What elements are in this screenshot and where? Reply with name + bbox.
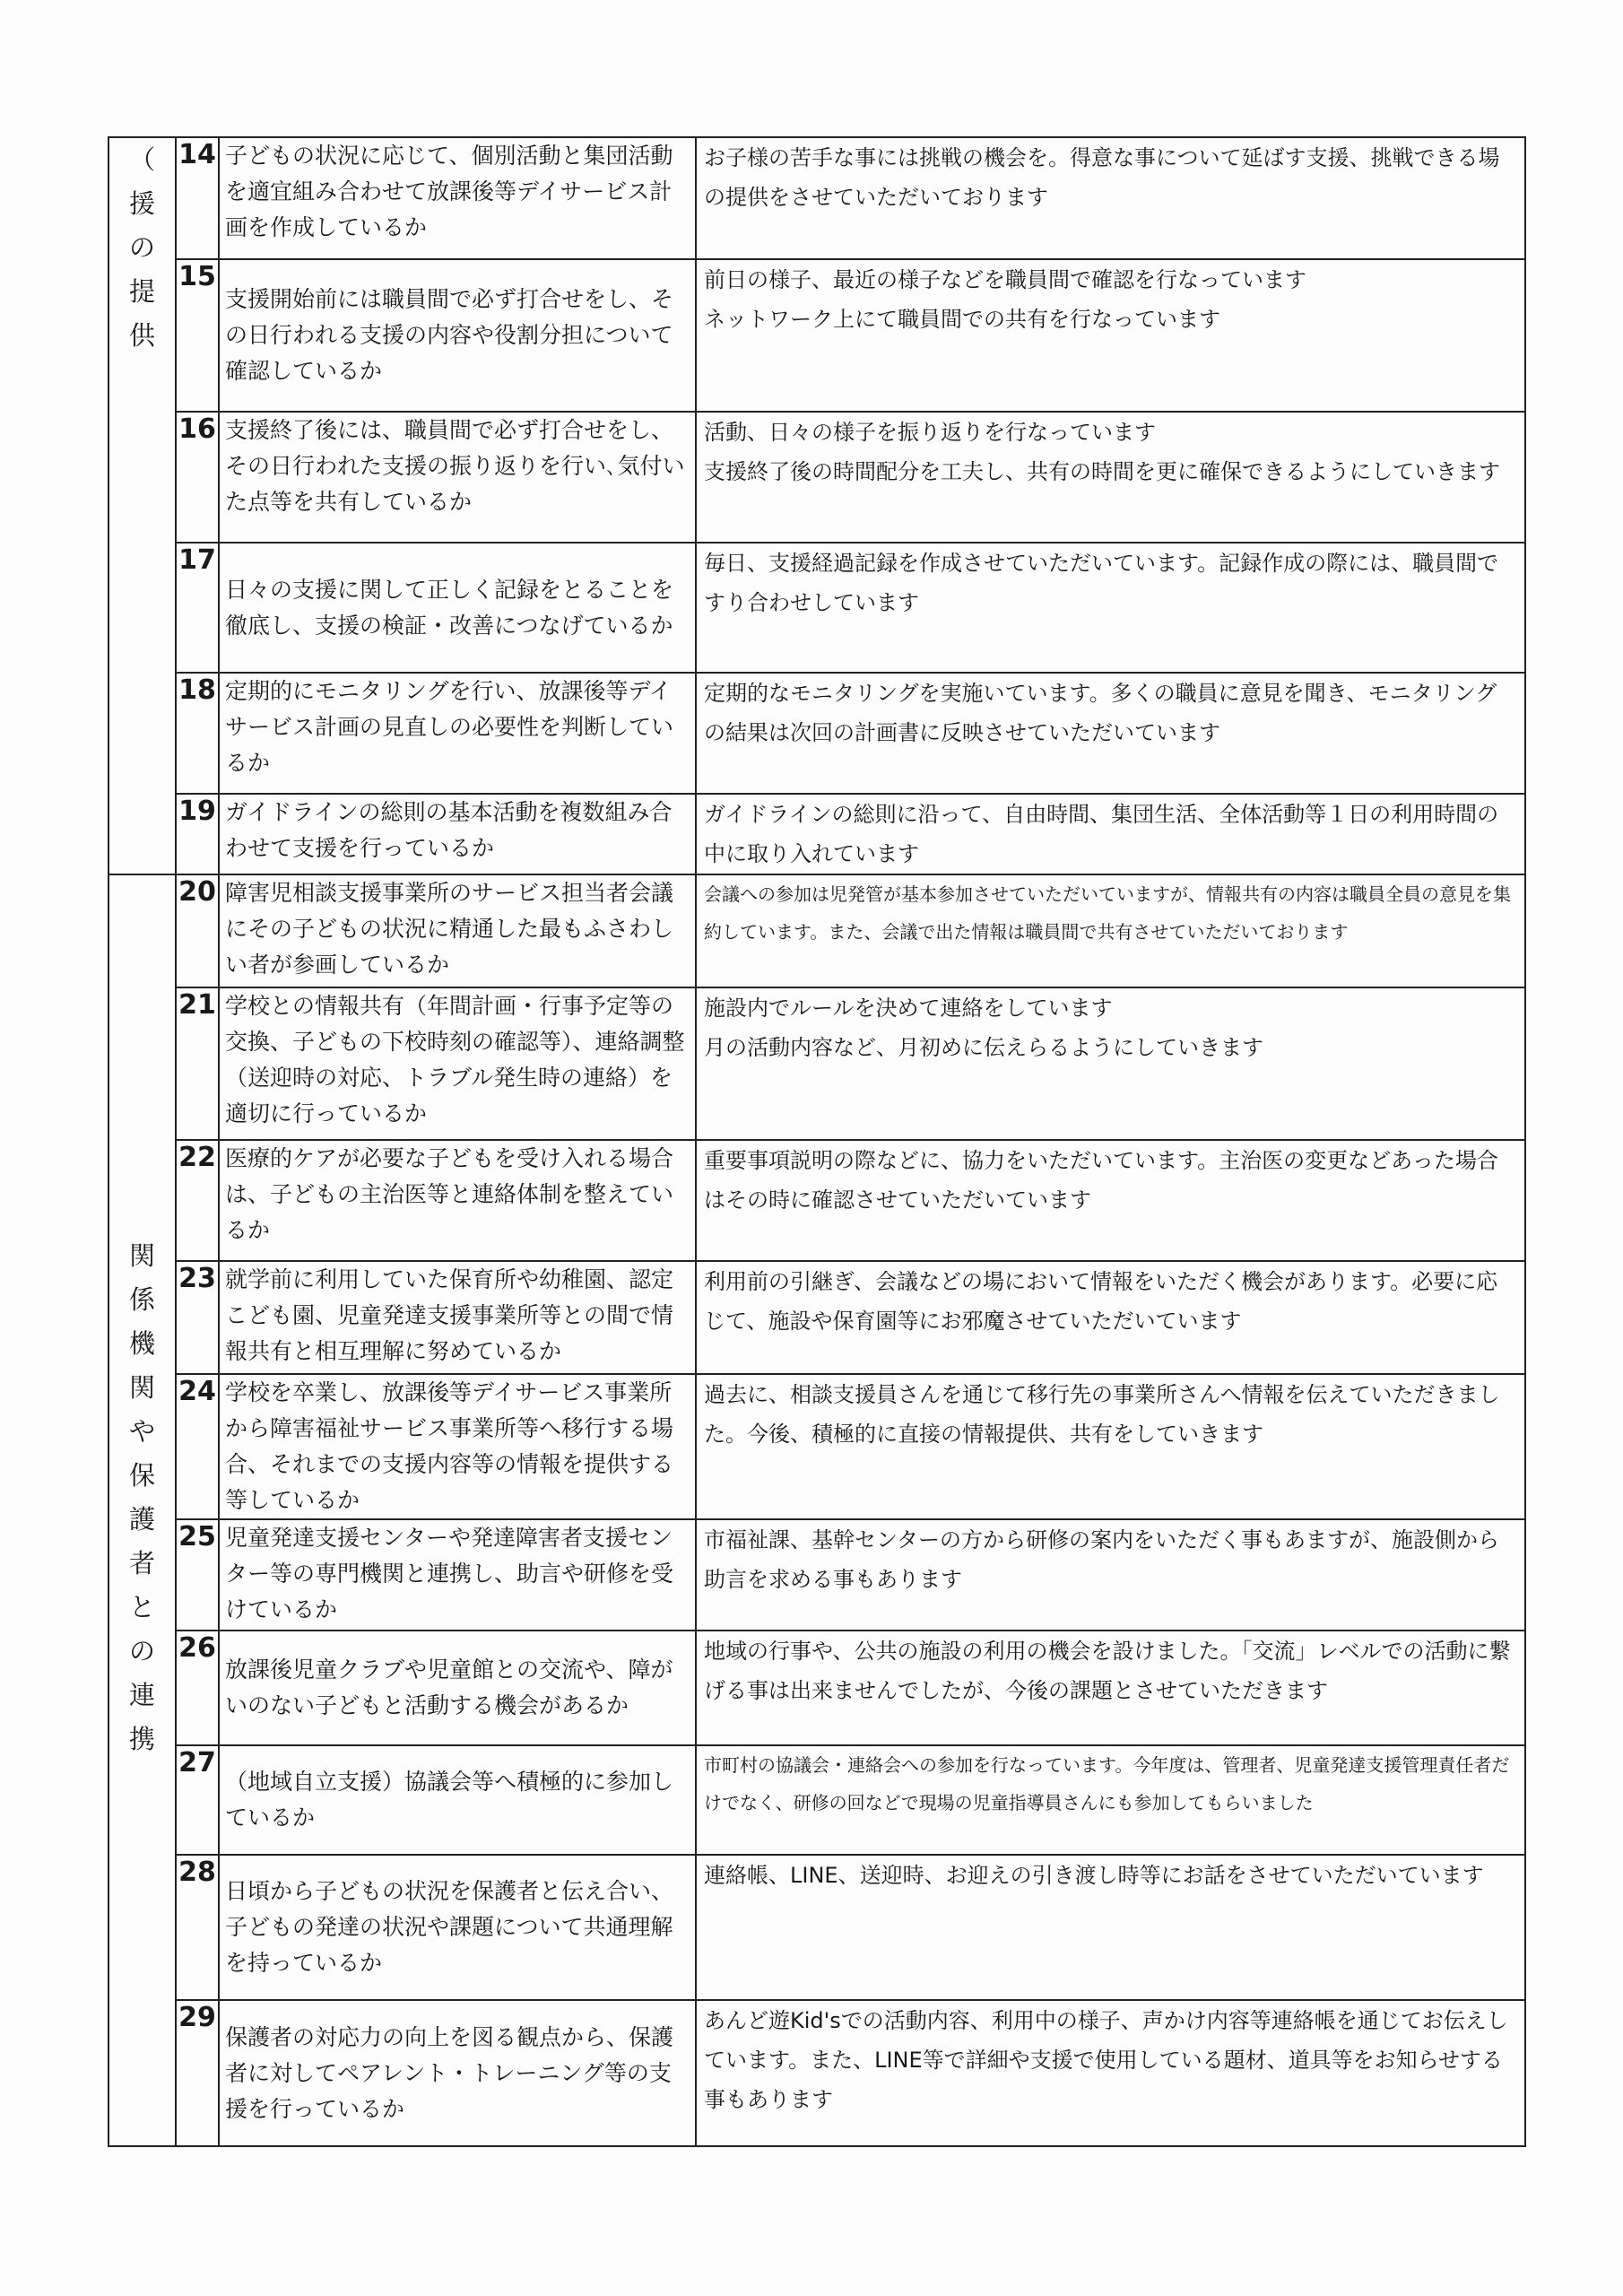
answer-text: 前日の様子、最近の様子などを職員間で確認を行なっています ネットワーク上にて職員間での共有を行なっています [696, 259, 1525, 412]
item-number: 22 [176, 1140, 219, 1261]
table-row [108, 1631, 1525, 1745]
item-text: 児童発達支援センターや発達障害者支援センター等の専門機関と連携し、助言や研修を受けているか [219, 1519, 696, 1631]
item-text: 障害児相談支援事業所のサービス担当者会議にその子どもの状況に精通した最もふさわしい者が参画しているか [219, 874, 696, 987]
item-number: 29 [176, 2000, 219, 2146]
answer-text: 過去に、相談支援員さんを通じて移行先の事業所さんへ情報を伝えていただきました。今後、積極的に直接の情報提供、共有をしていきます [696, 1374, 1525, 1519]
category-char: 保 [128, 1460, 155, 1491]
category-char: や [128, 1416, 155, 1447]
table-row [108, 987, 1525, 1140]
item-number: 23 [176, 1261, 219, 1374]
category-char: 携 [128, 1724, 155, 1754]
item-number: 20 [176, 874, 219, 987]
category-char: （ [128, 144, 155, 175]
answer-text: 市福祉課、基幹センターの方から研修の案内をいただく事もあますが、施設側から助言を求める事もあります [696, 1519, 1525, 1631]
category-char: 関 [128, 1372, 155, 1403]
item-text: 日頃から子どもの状況を保護者と伝え合い、子どもの発達の状況や課題について共通理解を持っているか [219, 1855, 696, 2000]
category-char: 機 [128, 1328, 155, 1359]
category-cooperation [108, 874, 176, 2146]
table-row [108, 874, 1525, 987]
category-support [108, 137, 176, 874]
item-text: 定期的にモニタリングを行い、放課後等デイサービス計画の見直しの必要性を判断しているか [219, 673, 696, 794]
item-number: 21 [176, 987, 219, 1140]
answer-text: 連絡帳、LINE、送迎時、お迎えの引き渡し時等にお話をさせていただいています [696, 1855, 1525, 2000]
table-row [108, 794, 1525, 874]
table-row [108, 1140, 1525, 1261]
answer-text: 毎日、支援経過記録を作成させていただいています。記録作成の際には、職員間ですり合わせしています [696, 543, 1525, 673]
item-number: 25 [176, 1519, 219, 1631]
category-char: 関 [128, 1240, 155, 1271]
table-row [108, 1261, 1525, 1374]
answer-text: お子様の苦手な事には挑戦の機会を。得意な事について延ばす支援、挑戦できる場の提供をさせていただいております [696, 137, 1525, 259]
item-text: 放課後児童クラブや児童館との交流や、障がいのない子どもと活動する機会があるか [219, 1631, 696, 1745]
answer-text: 施設内でルールを決めて連絡をしています 月の活動内容など、月初めに伝えらるようにしていきます [696, 987, 1525, 1140]
answer-text: 定期的なモニタリングを実施いています。多くの職員に意見を聞き、モニタリングの結果は次回の計画書に反映させていただいています [696, 673, 1525, 794]
item-number: 18 [176, 673, 219, 794]
category-char: の [128, 232, 155, 263]
category-char: 提 [128, 276, 155, 307]
table-row [108, 412, 1525, 543]
category-char: 係 [128, 1284, 155, 1315]
item-number: 14 [176, 137, 219, 259]
category-char: 護 [128, 1504, 155, 1535]
table-row [108, 1374, 1525, 1519]
table-row [108, 1855, 1525, 2000]
item-text: 学校との情報共有（年間計画・行事予定等の交換、子どもの下校時刻の確認等）、連絡調整（送迎時の対応、トラブル発生時の連絡）を適切に行っているか [219, 987, 696, 1140]
item-number: 24 [176, 1374, 219, 1519]
table-row [108, 1745, 1525, 1855]
item-number: 26 [176, 1631, 219, 1745]
table-row [108, 2000, 1525, 2146]
item-number: 28 [176, 1855, 219, 2000]
table-row [108, 259, 1525, 412]
item-number: 15 [176, 259, 219, 412]
category-char: の [128, 1636, 155, 1666]
answer-text: 利用前の引継ぎ、会議などの場において情報をいただく機会があります。必要に応じて、施設や保育園等にお邪魔させていただいています [696, 1261, 1525, 1374]
item-number: 16 [176, 412, 219, 543]
table-row [108, 137, 1525, 259]
answer-text: 重要事項説明の際などに、協力をいただいています。主治医の変更などあった場合はその時に確認させていただいています [696, 1140, 1525, 1261]
item-text: 子どもの状況に応じて、個別活動と集団活動を適宜組み合わせて放課後等デイサービス計画を作成しているか [219, 137, 696, 259]
item-text: 支援開始前には職員間で必ず打合せをし、その日行われる支援の内容や役割分担について確認しているか [219, 259, 696, 412]
category-char: と [128, 1592, 155, 1622]
evaluation-table [108, 136, 1526, 2147]
item-text: 日々の支援に関して正しく記録をとることを徹底し、支援の検証・改善につなげているか [219, 543, 696, 673]
answer-text: 会議への参加は児発管が基本参加させていただいていますが、情報共有の内容は職員全員の意見を集約しています。また、会議で出た情報は職員間で共有させていただいております [696, 874, 1525, 987]
table-row [108, 1519, 1525, 1631]
item-text: 支援終了後には、職員間で必ず打合せをし、その日行われた支援の振り返りを行い､気付いた点等を共有しているか [219, 412, 696, 543]
category-char: 援 [128, 188, 155, 219]
category-char: 供 [128, 320, 155, 351]
item-text: 学校を卒業し、放課後等デイサービス事業所から障害福祉サービス事業所等へ移行する場合、それまでの支援内容等の情報を提供する等しているか [219, 1374, 696, 1519]
answer-text: あんど遊Kid'sでの活動内容、利用中の様子、声かけ内容等連絡帳を通じてお伝えしています。また、LINE等で詳細や支援で使用している題材、道具等をお知らせする事もあります [696, 2000, 1525, 2146]
answer-text: 市町村の協議会・連絡会への参加を行なっています。今年度は、管理者、児童発達支援管理責任者だけでなく、研修の回などで現場の児童指導員さんにも参加してもらいました [696, 1745, 1525, 1855]
category-char: 連 [128, 1680, 155, 1710]
item-text: 就学前に利用していた保育所や幼稚園、認定こども園、児童発達支援事業所等との間で情報共有と相互理解に努めているか [219, 1261, 696, 1374]
table-row [108, 673, 1525, 794]
item-number: 17 [176, 543, 219, 673]
answer-text: 活動、日々の様子を振り返りを行なっています 支援終了後の時間配分を工夫し、共有の時間を更に確保できるようにしていきます [696, 412, 1525, 543]
answer-text: ガイドラインの総則に沿って、自由時間、集団生活、全体活動等１日の利用時間の中に取り入れています [696, 794, 1525, 874]
answer-text: 地域の行事や、公共の施設の利用の機会を設けました。「交流」レベルでの活動に繋げる事は出来ませんでしたが、今後の課題とさせていただきます [696, 1631, 1525, 1745]
item-text: 医療的ケアが必要な子どもを受け入れる場合は、子どもの主治医等と連絡体制を整えているか [219, 1140, 696, 1261]
category-char: 者 [128, 1548, 155, 1578]
item-number: 19 [176, 794, 219, 874]
item-text: （地域自立支援）協議会等へ積極的に参加しているか [219, 1745, 696, 1855]
item-text: 保護者の対応力の向上を図る観点から、保護者に対してペアレント・トレーニング等の支援を行っているか [219, 2000, 696, 2146]
item-text: ガイドラインの総則の基本活動を複数組み合わせて支援を行っているか [219, 794, 696, 874]
item-number: 27 [176, 1745, 219, 1855]
table-row [108, 543, 1525, 673]
